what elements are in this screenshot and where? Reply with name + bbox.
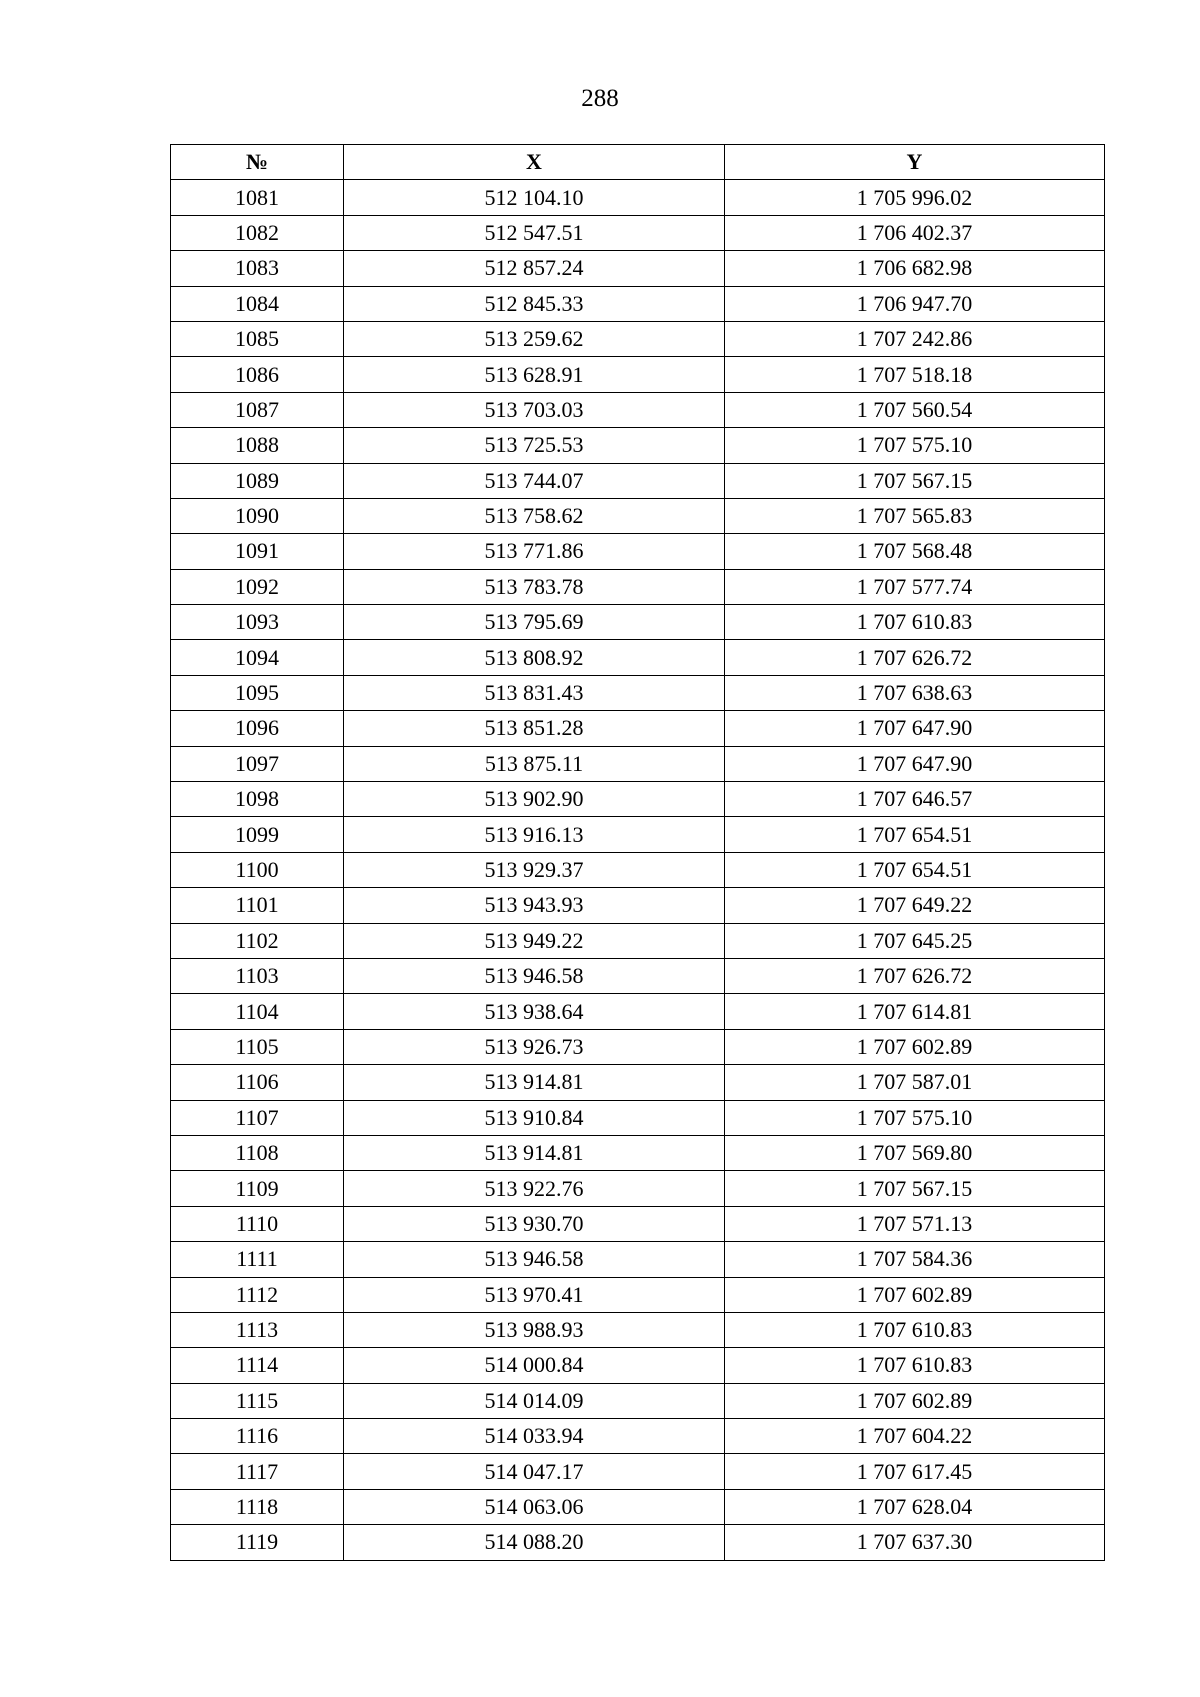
table-row: [171, 1100, 1105, 1135]
point-number-cell: 1085: [171, 321, 344, 356]
table-row: [171, 640, 1105, 675]
x-coordinate-cell: 513 725.53: [344, 428, 725, 463]
point-number-cell: 1087: [171, 392, 344, 427]
y-coordinate-cell: 1 706 947.70: [725, 286, 1105, 321]
x-coordinate-cell: 513 744.07: [344, 463, 725, 498]
table-row: [171, 1454, 1105, 1489]
table-row: [171, 215, 1105, 250]
table-row: [171, 1383, 1105, 1418]
y-coordinate-cell: 1 707 567.15: [725, 1171, 1105, 1206]
table-row: [171, 1065, 1105, 1100]
table-row: [171, 1135, 1105, 1170]
y-coordinate-cell: 1 707 649.22: [725, 888, 1105, 923]
x-coordinate-cell: 513 628.91: [344, 357, 725, 392]
table-row: [171, 1525, 1105, 1560]
header-row: [171, 145, 1105, 180]
x-coordinate-cell: 513 851.28: [344, 711, 725, 746]
x-coordinate-cell: 513 703.03: [344, 392, 725, 427]
point-number-cell: 1117: [171, 1454, 344, 1489]
x-coordinate-cell: 514 088.20: [344, 1525, 725, 1560]
table-row: [171, 746, 1105, 781]
y-coordinate-cell: 1 707 647.90: [725, 711, 1105, 746]
table-row: [171, 392, 1105, 427]
x-coordinate-cell: 513 783.78: [344, 569, 725, 604]
table-row: [171, 711, 1105, 746]
y-coordinate-cell: 1 707 242.86: [725, 321, 1105, 356]
coordinates-table: [170, 144, 1105, 1561]
y-coordinate-cell: 1 707 602.89: [725, 1277, 1105, 1312]
point-number-cell: 1101: [171, 888, 344, 923]
x-coordinate-cell: 512 104.10: [344, 180, 725, 215]
point-number-cell: 1112: [171, 1277, 344, 1312]
table-row: [171, 498, 1105, 533]
y-coordinate-cell: 1 707 628.04: [725, 1489, 1105, 1524]
y-coordinate-cell: 1 707 560.54: [725, 392, 1105, 427]
table-row: [171, 1348, 1105, 1383]
table-row: [171, 321, 1105, 356]
table-row: [171, 958, 1105, 993]
point-number-cell: 1115: [171, 1383, 344, 1418]
x-coordinate-cell: 513 926.73: [344, 1029, 725, 1064]
table-row: [171, 463, 1105, 498]
y-coordinate-cell: 1 707 638.63: [725, 675, 1105, 710]
x-coordinate-cell: 512 547.51: [344, 215, 725, 250]
y-coordinate-cell: 1 707 587.01: [725, 1065, 1105, 1100]
point-number-cell: 1082: [171, 215, 344, 250]
table-row: [171, 675, 1105, 710]
x-coordinate-cell: 513 771.86: [344, 534, 725, 569]
x-coordinate-cell: 513 949.22: [344, 923, 725, 958]
x-coordinate-cell: 513 922.76: [344, 1171, 725, 1206]
x-coordinate-cell: 514 014.09: [344, 1383, 725, 1418]
y-coordinate-cell: 1 707 617.45: [725, 1454, 1105, 1489]
y-coordinate-cell: 1 707 518.18: [725, 357, 1105, 392]
y-coordinate-cell: 1 707 575.10: [725, 428, 1105, 463]
header-y: Y: [725, 145, 1105, 180]
point-number-cell: 1099: [171, 817, 344, 852]
table-row: [171, 1171, 1105, 1206]
table-row: [171, 1029, 1105, 1064]
x-coordinate-cell: 513 808.92: [344, 640, 725, 675]
table-row: [171, 357, 1105, 392]
y-coordinate-cell: 1 707 654.51: [725, 852, 1105, 887]
y-coordinate-cell: 1 707 604.22: [725, 1419, 1105, 1454]
point-number-cell: 1105: [171, 1029, 344, 1064]
x-coordinate-cell: 513 929.37: [344, 852, 725, 887]
x-coordinate-cell: 513 943.93: [344, 888, 725, 923]
y-coordinate-cell: 1 705 996.02: [725, 180, 1105, 215]
y-coordinate-cell: 1 707 568.48: [725, 534, 1105, 569]
y-coordinate-cell: 1 707 637.30: [725, 1525, 1105, 1560]
y-coordinate-cell: 1 707 654.51: [725, 817, 1105, 852]
x-coordinate-cell: 513 938.64: [344, 994, 725, 1029]
point-number-cell: 1108: [171, 1135, 344, 1170]
x-coordinate-cell: 513 914.81: [344, 1135, 725, 1170]
point-number-cell: 1088: [171, 428, 344, 463]
table-row: [171, 1206, 1105, 1241]
x-coordinate-cell: 513 916.13: [344, 817, 725, 852]
x-coordinate-cell: 513 914.81: [344, 1065, 725, 1100]
y-coordinate-cell: 1 707 569.80: [725, 1135, 1105, 1170]
point-number-cell: 1106: [171, 1065, 344, 1100]
point-number-cell: 1083: [171, 251, 344, 286]
point-number-cell: 1113: [171, 1312, 344, 1347]
point-number-cell: 1111: [171, 1242, 344, 1277]
table-header: [171, 145, 1105, 180]
x-coordinate-cell: 513 930.70: [344, 1206, 725, 1241]
point-number-cell: 1100: [171, 852, 344, 887]
table-row: [171, 569, 1105, 604]
y-coordinate-cell: 1 707 567.15: [725, 463, 1105, 498]
table-body: [171, 180, 1105, 1560]
table-row: [171, 605, 1105, 640]
table-row: [171, 1242, 1105, 1277]
y-coordinate-cell: 1 707 584.36: [725, 1242, 1105, 1277]
point-number-cell: 1081: [171, 180, 344, 215]
y-coordinate-cell: 1 707 602.89: [725, 1029, 1105, 1064]
point-number-cell: 1096: [171, 711, 344, 746]
y-coordinate-cell: 1 707 571.13: [725, 1206, 1105, 1241]
table-row: [171, 1277, 1105, 1312]
table-row: [171, 180, 1105, 215]
table-row: [171, 286, 1105, 321]
x-coordinate-cell: 513 910.84: [344, 1100, 725, 1135]
table-row: [171, 1312, 1105, 1347]
point-number-cell: 1110: [171, 1206, 344, 1241]
table-row: [171, 817, 1105, 852]
x-coordinate-cell: 513 902.90: [344, 782, 725, 817]
point-number-cell: 1094: [171, 640, 344, 675]
y-coordinate-cell: 1 706 682.98: [725, 251, 1105, 286]
table-row: [171, 994, 1105, 1029]
table-row: [171, 428, 1105, 463]
point-number-cell: 1084: [171, 286, 344, 321]
y-coordinate-cell: 1 707 610.83: [725, 1348, 1105, 1383]
y-coordinate-cell: 1 707 614.81: [725, 994, 1105, 1029]
point-number-cell: 1116: [171, 1419, 344, 1454]
x-coordinate-cell: 513 875.11: [344, 746, 725, 781]
point-number-cell: 1102: [171, 923, 344, 958]
point-number-cell: 1095: [171, 675, 344, 710]
x-coordinate-cell: 514 047.17: [344, 1454, 725, 1489]
table-row: [171, 534, 1105, 569]
point-number-cell: 1091: [171, 534, 344, 569]
point-number-cell: 1104: [171, 994, 344, 1029]
table-row: [171, 923, 1105, 958]
point-number-cell: 1114: [171, 1348, 344, 1383]
y-coordinate-cell: 1 707 602.89: [725, 1383, 1105, 1418]
point-number-cell: 1103: [171, 958, 344, 993]
point-number-cell: 1092: [171, 569, 344, 604]
y-coordinate-cell: 1 707 647.90: [725, 746, 1105, 781]
x-coordinate-cell: 512 857.24: [344, 251, 725, 286]
y-coordinate-cell: 1 707 645.25: [725, 923, 1105, 958]
y-coordinate-cell: 1 707 646.57: [725, 782, 1105, 817]
x-coordinate-cell: 514 063.06: [344, 1489, 725, 1524]
y-coordinate-cell: 1 707 610.83: [725, 605, 1105, 640]
point-number-cell: 1118: [171, 1489, 344, 1524]
point-number-cell: 1119: [171, 1525, 344, 1560]
header-number: №: [171, 145, 344, 180]
x-coordinate-cell: 513 970.41: [344, 1277, 725, 1312]
point-number-cell: 1097: [171, 746, 344, 781]
point-number-cell: 1086: [171, 357, 344, 392]
x-coordinate-cell: 513 988.93: [344, 1312, 725, 1347]
x-coordinate-cell: 514 000.84: [344, 1348, 725, 1383]
table-row: [171, 852, 1105, 887]
table-row: [171, 251, 1105, 286]
y-coordinate-cell: 1 707 610.83: [725, 1312, 1105, 1347]
table-row: [171, 888, 1105, 923]
y-coordinate-cell: 1 707 575.10: [725, 1100, 1105, 1135]
x-coordinate-cell: 513 946.58: [344, 958, 725, 993]
y-coordinate-cell: 1 706 402.37: [725, 215, 1105, 250]
table-row: [171, 1419, 1105, 1454]
x-coordinate-cell: 513 795.69: [344, 605, 725, 640]
point-number-cell: 1098: [171, 782, 344, 817]
header-x: X: [344, 145, 725, 180]
x-coordinate-cell: 513 831.43: [344, 675, 725, 710]
page-number: 288: [581, 85, 619, 112]
point-number-cell: 1093: [171, 605, 344, 640]
point-number-cell: 1090: [171, 498, 344, 533]
x-coordinate-cell: 512 845.33: [344, 286, 725, 321]
point-number-cell: 1109: [171, 1171, 344, 1206]
table-row: [171, 782, 1105, 817]
x-coordinate-cell: 513 259.62: [344, 321, 725, 356]
table-row: [171, 1489, 1105, 1524]
y-coordinate-cell: 1 707 577.74: [725, 569, 1105, 604]
point-number-cell: 1107: [171, 1100, 344, 1135]
y-coordinate-cell: 1 707 626.72: [725, 958, 1105, 993]
point-number-cell: 1089: [171, 463, 344, 498]
x-coordinate-cell: 513 946.58: [344, 1242, 725, 1277]
y-coordinate-cell: 1 707 626.72: [725, 640, 1105, 675]
y-coordinate-cell: 1 707 565.83: [725, 498, 1105, 533]
x-coordinate-cell: 514 033.94: [344, 1419, 725, 1454]
x-coordinate-cell: 513 758.62: [344, 498, 725, 533]
